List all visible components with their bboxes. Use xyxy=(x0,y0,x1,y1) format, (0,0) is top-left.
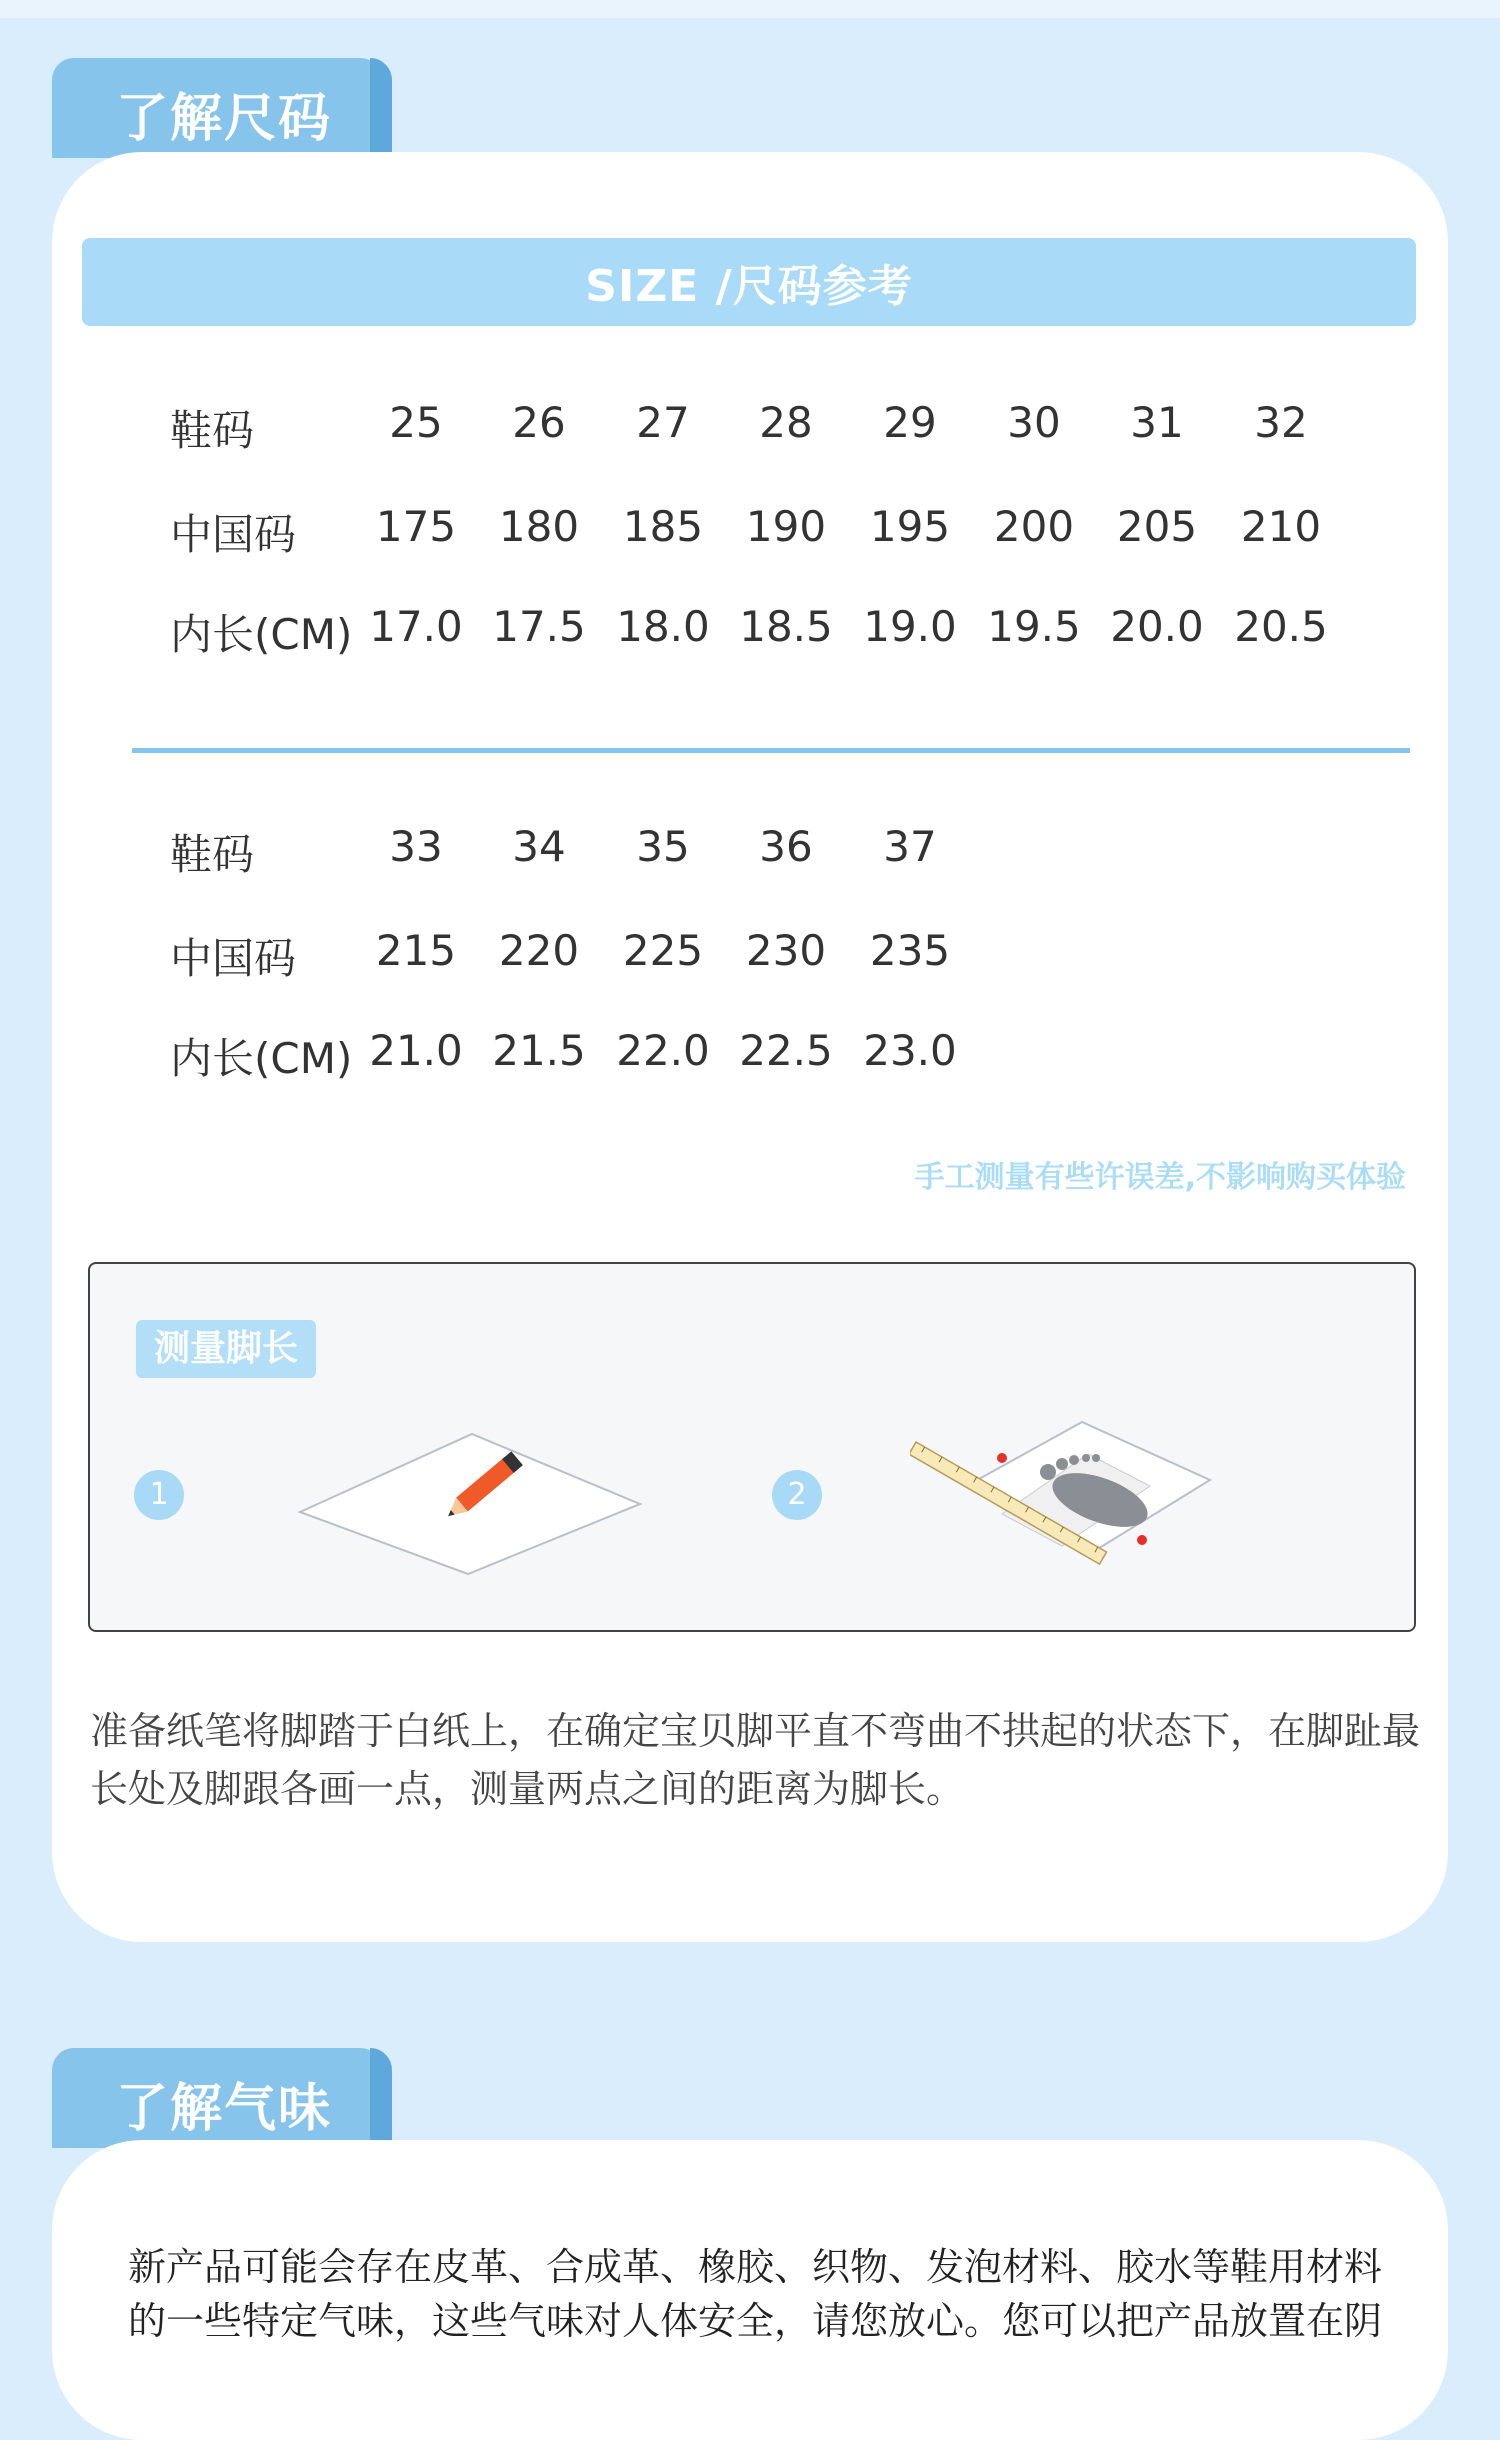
measure-description: 准备纸笔将脚踏于白纸上，在确定宝贝脚平直不弯曲不拱起的状态下，在脚趾最长处及脚跟各画一点，测量两点之间的距离为脚长。 xyxy=(90,1709,1421,1811)
size-row-label: 内长(CM) xyxy=(170,610,353,659)
size-cell: 34 xyxy=(512,822,566,871)
size-section-title: 了解尺码 xyxy=(116,89,333,149)
size-cell: 23.0 xyxy=(863,1026,957,1075)
size-row-label: 内长(CM) xyxy=(170,1034,353,1083)
size-cell: 195 xyxy=(869,502,951,551)
size-cell: 21.0 xyxy=(369,1026,463,1075)
size-cell: 215 xyxy=(375,926,457,975)
size-cell: 33 xyxy=(389,822,443,871)
size-cell: 36 xyxy=(759,822,813,871)
size-row-label: 中国码 xyxy=(170,934,297,983)
size-reference-banner: SIZE /尺码参考 xyxy=(82,238,1416,326)
size-cell: 17.5 xyxy=(492,602,586,651)
measurement-note: 手工测量有些许误差,不影响购买体验 xyxy=(914,1160,1406,1195)
size-cell: 225 xyxy=(622,926,704,975)
size-cell: 20.5 xyxy=(1234,602,1328,651)
size-cell: 32 xyxy=(1254,398,1308,447)
size-cell: 27 xyxy=(636,398,690,447)
paper-pencil-icon xyxy=(290,1424,650,1584)
smell-section-title: 了解气味 xyxy=(116,2079,333,2139)
measure-foot-panel xyxy=(88,1262,1416,1632)
size-cell: 21.5 xyxy=(492,1026,586,1075)
size-row-label: 中国码 xyxy=(170,510,297,559)
step-1-badge: 1 xyxy=(134,1470,184,1520)
size-cell: 26 xyxy=(512,398,566,447)
size-cell: 190 xyxy=(745,502,827,551)
size-cell: 22.5 xyxy=(739,1026,833,1075)
size-cell: 210 xyxy=(1240,502,1322,551)
table-divider xyxy=(132,748,1410,753)
tab-shadow xyxy=(370,2048,392,2148)
size-cell: 37 xyxy=(883,822,937,871)
size-cell: 200 xyxy=(993,502,1075,551)
size-cell: 20.0 xyxy=(1110,602,1204,651)
size-cell: 17.0 xyxy=(369,602,463,651)
size-cell: 29 xyxy=(883,398,937,447)
size-cell: 28 xyxy=(759,398,813,447)
tab-shadow xyxy=(370,58,392,158)
size-cell: 22.0 xyxy=(616,1026,710,1075)
size-cell: 18.5 xyxy=(739,602,833,651)
size-row-label: 鞋码 xyxy=(170,406,255,455)
size-cell: 205 xyxy=(1116,502,1198,551)
size-cell: 19.0 xyxy=(863,602,957,651)
foot-ruler-icon xyxy=(910,1414,1220,1594)
size-cell: 30 xyxy=(1007,398,1061,447)
size-row-label: 鞋码 xyxy=(170,830,255,879)
size-cell: 220 xyxy=(498,926,580,975)
size-cell: 230 xyxy=(745,926,827,975)
measure-foot-title: 测量脚长 xyxy=(136,1320,316,1378)
size-cell: 31 xyxy=(1130,398,1184,447)
size-cell: 19.5 xyxy=(987,602,1081,651)
step-2-badge: 2 xyxy=(772,1470,822,1520)
size-cell: 235 xyxy=(869,926,951,975)
top-strip xyxy=(0,0,1500,18)
size-cell: 25 xyxy=(389,398,443,447)
size-cell: 175 xyxy=(375,502,457,551)
size-cell: 180 xyxy=(498,502,580,551)
size-cell: 18.0 xyxy=(616,602,710,651)
size-cell: 185 xyxy=(622,502,704,551)
size-cell: 35 xyxy=(636,822,690,871)
smell-description: 新产品可能会存在皮革、合成革、橡胶、织物、发泡材料、胶水等鞋用材料的一些特定气味，这些气味对人体安全，请您放心。您可以把产品放置在阴 xyxy=(128,2245,1383,2343)
